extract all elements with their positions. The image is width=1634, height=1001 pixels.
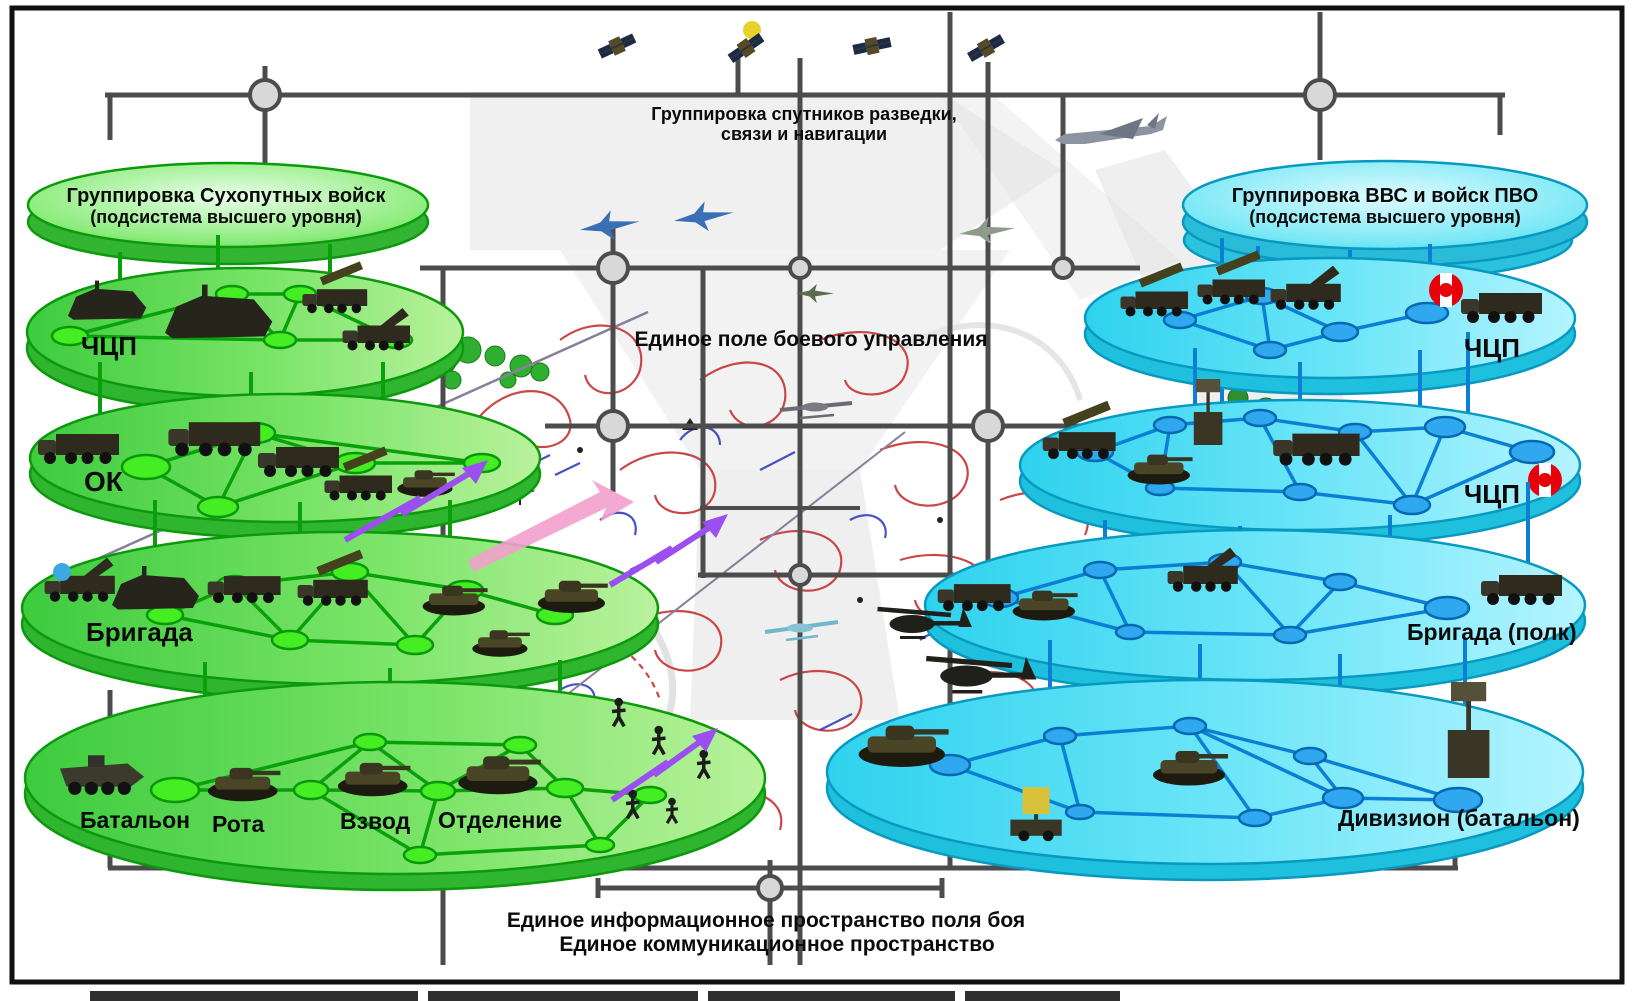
label-brigada: Бригада [86,617,193,647]
label-divizion: Дивизион (батальон) [1338,805,1580,831]
battle-field-label: Единое поле боевого управления [634,328,988,351]
satellite-caption [651,104,956,144]
nav-satellite-icon [966,32,1007,65]
label-chcp-air-1: ЧЦП [1464,333,1520,363]
label-otdelenie: Отделение [438,807,563,833]
air-group-title [1232,185,1539,228]
land-group-title-line2: (подсистема высшего уровня) [90,207,362,228]
restricted-sign-icon [1528,463,1562,497]
label-rota: Рота [212,811,265,837]
label-vzvod: Взвод [340,808,411,834]
label-brigada-polk: Бригада (полк) [1407,619,1577,645]
air-group-title-line2: (подсистема высшего уровня) [1249,207,1521,228]
label-ok: ОК [84,466,123,497]
radar-mast-icon [1194,379,1223,445]
satellite-caption-line2: связи и навигации [720,124,888,145]
bottom-caption-line1: Единое информационное пространство поля боя [506,909,1026,932]
bottom-caption-line2: Единое коммуникационное пространство [559,933,995,956]
bottom-cut-strip [90,991,1120,1001]
label-chcp-air-2: ЧЦП [1464,479,1520,509]
label-batalion: Батальон [80,807,191,833]
awacs-aircraft-icon [1055,113,1167,144]
satellite-caption-line1: Группировка спутников разведки, [651,104,957,124]
land-group-title [67,185,386,228]
air-group-title-line1: Группировка ВВС и войск ПВО [1231,185,1539,207]
air-chcp2-disc [1020,400,1580,530]
imaging-satellite-icon [852,34,892,58]
land-group-title-line1: Группировка Сухопутных войск [66,185,386,207]
label-chcp-land: ЧЦП [81,331,137,361]
radar-dome-icon [53,563,71,581]
recon-satellite-icon [596,31,637,62]
restricted-sign-icon [1429,273,1463,307]
